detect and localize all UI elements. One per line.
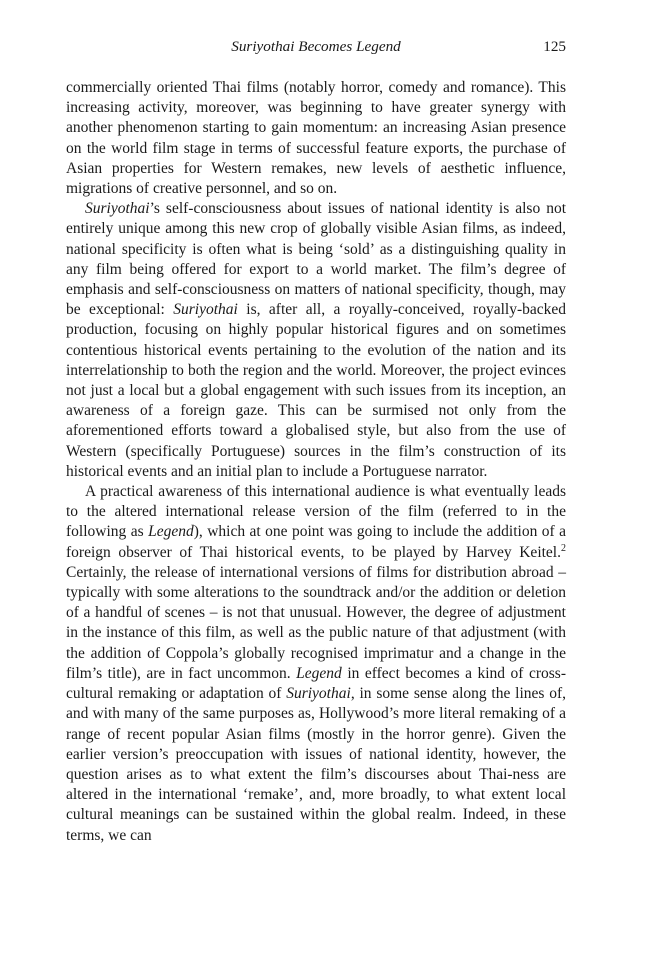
paragraph-3-text-4: in effect becomes a kind of cross-cultural remaking or adaptation of [66,664,566,703]
paragraph-3-text-1: A practical awareness of this international audience is what eventually leads to the altered international release version of the film (referred to in the following as [66,483,566,541]
page-number: 125 [543,38,566,55]
film-title-legend: Legend [296,664,342,682]
paragraph-3-text-3: Certainly, the release of international versions of films for distribution abroad – typically with some alterations to the soundtrack and/or the addition or deletion of a handful of scenes – is not that unusual. However, the degree of adjustment in the instance of this film, as well as the public nature of that adjustment (with the addition of Coppola’s globally recognised imprimatur and a change in the film’s title), are in fact uncommon. [66,563,566,682]
film-title-legend: Legend [148,523,194,541]
paragraph-3-text-2: ), which at one point was going to include the addition of a foreign observer of Thai historical events, to be played by Harvey Keitel. [66,523,566,561]
book-page [66,36,566,846]
body-text [66,78,566,846]
film-title-suriyothai: Suriyothai [286,685,351,703]
film-title-suriyothai: Suriyothai [85,200,150,218]
paragraph-2 [66,199,566,482]
running-header [66,36,566,58]
paragraph-1-text: commercially oriented Thai films (notably horror, comedy and romance). This increasing activity, moreover, was beginning to have greater synergy with another phenomenon starting to gain momentum: an increasing Asian presence on the world film stage in terms of successful feature exports, the purchase of Asian properties for Western remakes, new levels of aesthetic influence, migrations of creative personnel, and so on. [66,79,566,198]
paragraph-3-text-5: , in some sense along the lines of, and with many of the same purposes as, Hollywood’s more literal remaking of a range of recent popular Asian films (mostly in the horror genre). Given the earlier version’s preoccupation with issues of national identity, however, the question arises as to what extent the film’s discourses about Thai-ness are altered in the international ‘remake’, and, more broadly, to what extent local cultural meanings can be sustained within the global realm. Indeed, in these terms, we can [66,685,567,844]
paragraph-1 [66,78,566,199]
footnote-marker: 2 [561,542,566,554]
film-title-suriyothai: Suriyothai [173,301,238,319]
paragraph-2-text-2: is, after all, a royally-conceived, royally-backed production, focusing on highly popular historical figures and on sometimes contentious historical events pertaining to the evolution of the nation and its interrelationship to both the region and the world. Moreover, the project evinces not just a local but a global engagement with such issues from its inception, an awareness of a foreign gaze. This can be surmised not only from the aforementioned efforts toward a globalised style, but also from the use of Western (specifically Portuguese) sources in the film’s construction of its historical events and an initial plan to include a Portuguese narrator. [66,301,567,480]
paragraph-3 [66,482,566,846]
paragraph-2-text-1: ’s self-consciousness about issues of national identity is also not entirely unique among this new crop of globally visible Asian films, as indeed, national specificity is often what is being ‘sold’ as a distinguishing quality in any film being offered for export to a world market. The film’s degree of emphasis and self-consciousness on matters of national specificity, though, may be exceptional: [66,200,566,319]
running-title: Suriyothai Becomes Legend [231,38,401,55]
